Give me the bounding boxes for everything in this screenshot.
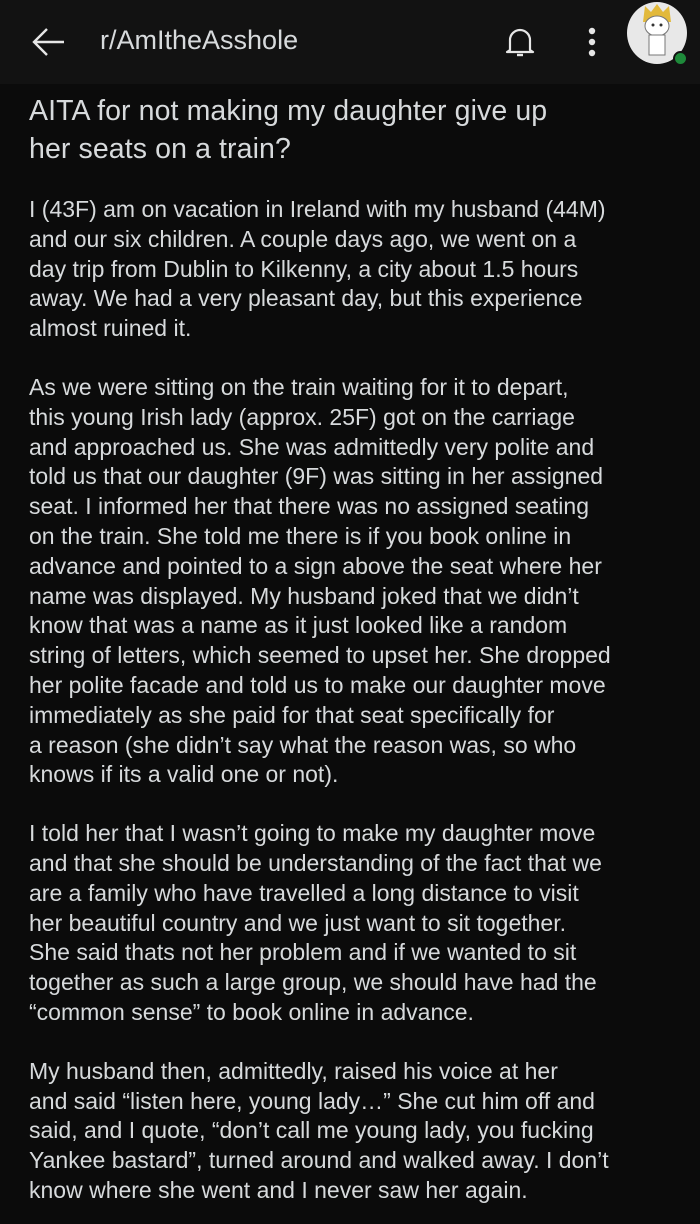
post-paragraph [29,1057,671,1206]
paragraph-line: told us that our daughter (9F) was sitting in her assigned [29,463,604,490]
post-paragraph [29,373,671,790]
paragraph-line: together as such a large group, we should have had the [29,969,597,996]
back-arrow-icon[interactable] [30,22,70,62]
paragraph-line: away. We had a very pleasant day, but this experience [29,285,583,312]
subreddit-name[interactable]: r/AmItheAsshole [100,25,299,55]
paragraph-line: “common sense” to book online in advance. [29,998,474,1025]
title-line: AITA for not making my daughter give up [29,95,548,127]
paragraph-line: and said “listen here, young lady…” She cut him off and [29,1087,595,1114]
paragraph-line: know that was a name as it just looked like a random [29,612,568,639]
paragraph-line: My husband then, admittedly, raised his voice at her [29,1057,558,1084]
paragraph-line: said, and I quote, “don’t call me young lady, you fucking [29,1117,594,1144]
paragraph-line: and that she should be understanding of the fact that we [29,849,602,876]
paragraph-line: day trip from Dublin to Kilkenny, a city about 1.5 hours [29,255,579,282]
avatar[interactable] [627,2,687,64]
paragraph-line: immediately as she paid for that seat specifically for [29,701,555,728]
paragraph-line: her polite facade and told us to make our daughter move [29,671,606,698]
online-status-indicator [673,51,688,66]
paragraph-line: are a family who have travelled a long distance to visit [29,879,579,906]
paragraph-line: know where she went and I never saw her again. [29,1176,528,1203]
paragraph-line: As we were sitting on the train waiting for it to depart, [29,373,569,400]
paragraph-line: almost ruined it. [29,315,192,342]
paragraph-line: advance and pointed to a sign above the seat where her [29,552,602,579]
paragraph-line: She said thats not her problem and if we wanted to sit [29,939,577,966]
post-title [29,92,671,168]
paragraph-line: Yankee bastard”, turned around and walked away. I don’t [29,1147,609,1174]
paragraph-line: I (43F) am on vacation in Ireland with my husband (44M) [29,196,606,222]
paragraph-line: on the train. She told me there is if you book online in [29,522,572,549]
paragraph-line: string of letters, which seemed to upset her. She dropped [29,642,611,669]
more-vertical-icon[interactable] [580,24,604,60]
top-bar [0,0,700,84]
paragraph-line: knows if its a valid one or not). [29,761,339,788]
paragraph-line: a reason (she didn’t say what the reason was, so who [29,731,577,758]
post-body [0,92,700,1206]
paragraph-line: and approached us. She was admittedly very polite and [29,433,595,460]
paragraph-line: this young Irish lady (approx. 25F) got on the carriage [29,403,575,430]
paragraph-line: name was displayed. My husband joked that we didn’t [29,582,579,609]
paragraph-line: seat. I informed her that there was no assigned seating [29,493,589,520]
title-line: her seats on a train? [29,133,291,165]
paragraph-line: and our six children. A couple days ago, we went on a [29,225,577,252]
paragraph-line: I told her that I wasn’t going to make my daughter move [29,820,596,847]
bell-icon[interactable] [500,22,540,62]
post-paragraph [29,819,671,1028]
paragraph-line: her beautiful country and we just want to sit together. [29,909,566,936]
post-paragraph [29,195,671,344]
